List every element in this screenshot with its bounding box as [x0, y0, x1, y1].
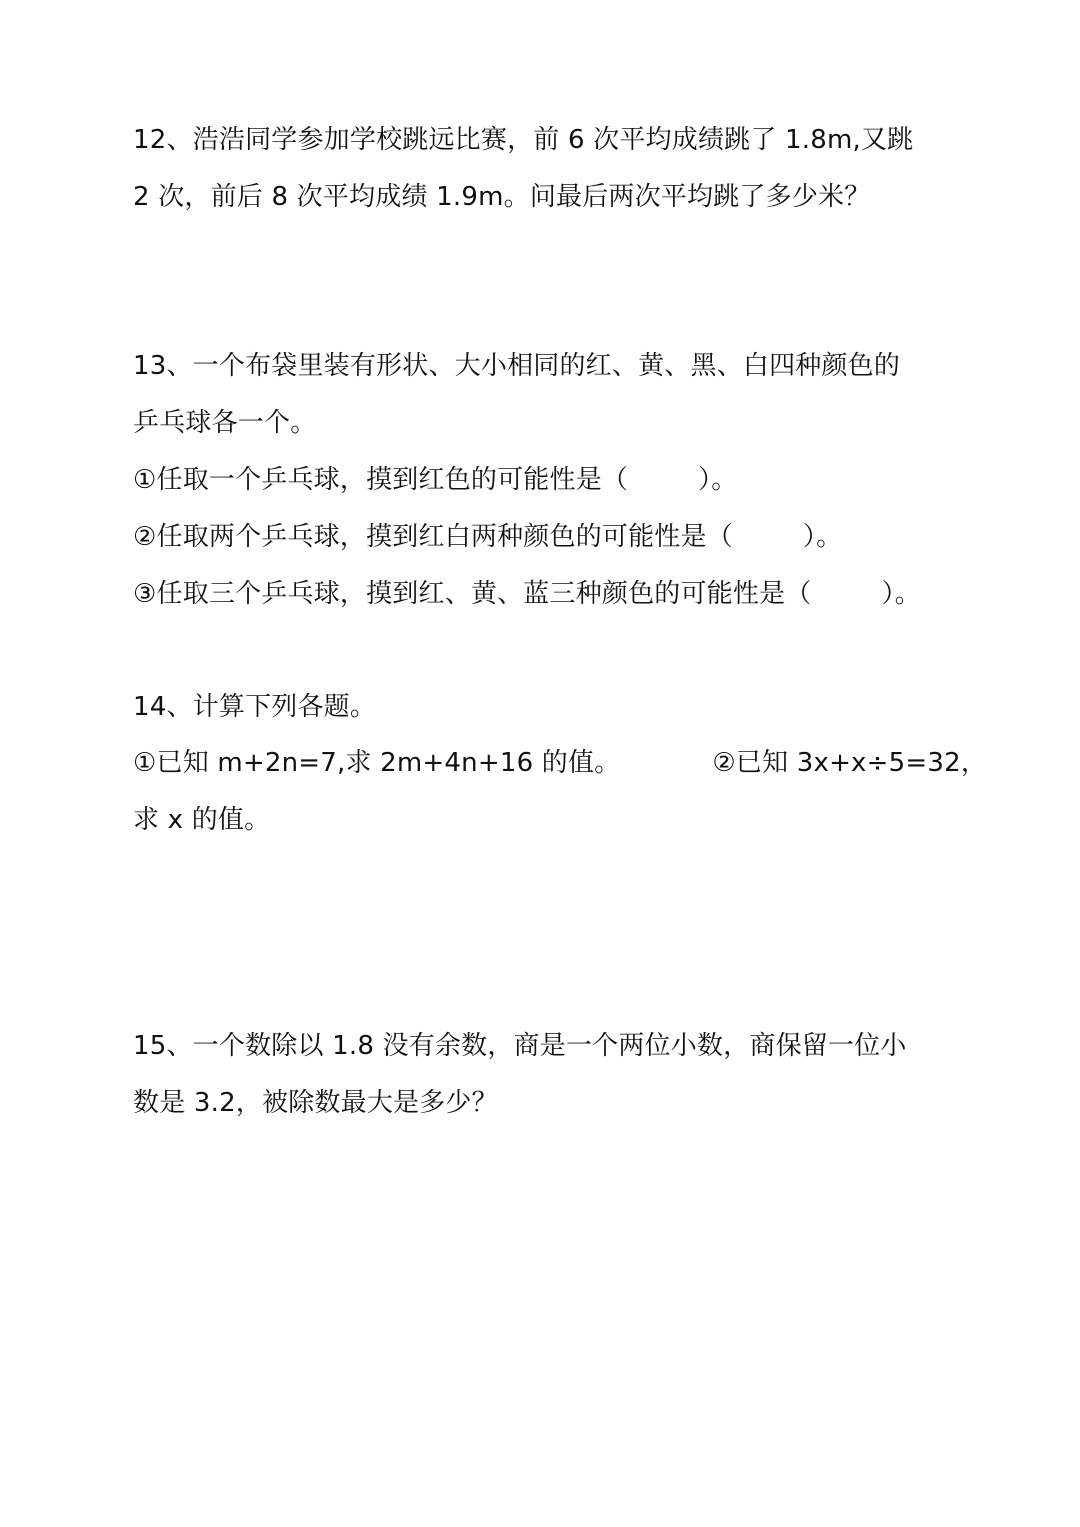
q13-sub2-end: ）。 — [802, 522, 843, 552]
q15-text-line2: 数是 3.2，被除数最大是多少？ — [133, 1088, 498, 1118]
q13-sub3-end: ）。 — [881, 579, 921, 609]
q12-text-line2: 2 次，前后 8 次平均成绩 1.9m。问最后两次平均跳了多少米？ — [133, 182, 871, 212]
q13-sub3 — [133, 576, 921, 612]
q13-text-line1: 13、一个布袋里装有形状、大小相同的红、黄、黑、白四种颜色的 — [133, 351, 901, 381]
q12-text-line1: 12、浩浩同学参加学校跳远比赛，前 6 次平均成绩跳了 1.8m,又跳 — [133, 125, 914, 155]
q14-title: 14、计算下列各题。 — [133, 692, 377, 722]
q13-sub1 — [133, 462, 738, 498]
q13-sub3-text: ③任取三个乒乓球，摸到红、黄、蓝三种颜色的可能性是（ — [133, 579, 812, 609]
q13-sub2 — [133, 519, 842, 555]
q14-part2: ②已知 3x+x÷5=32， — [712, 748, 988, 778]
q14-part2-continuation: 求 x 的值。 — [133, 805, 271, 835]
q15-text-line1: 15、一个数除以 1.8 没有余数，商是一个两位小数，商保留一位小 — [133, 1031, 907, 1061]
q14-part1: ①已知 m+2n=7,求 2m+4n+16 的值。 — [133, 748, 621, 778]
q13-text-line2: 乒乓球各一个。 — [133, 408, 317, 438]
q13-sub2-text: ②任取两个乒乓球，摸到红白两种颜色的可能性是（ — [133, 522, 733, 552]
q14-parts — [133, 745, 987, 781]
q13-sub1-end: ）。 — [698, 465, 738, 495]
q13-sub1-text: ①任取一个乒乓球，摸到红色的可能性是（ — [133, 465, 629, 495]
